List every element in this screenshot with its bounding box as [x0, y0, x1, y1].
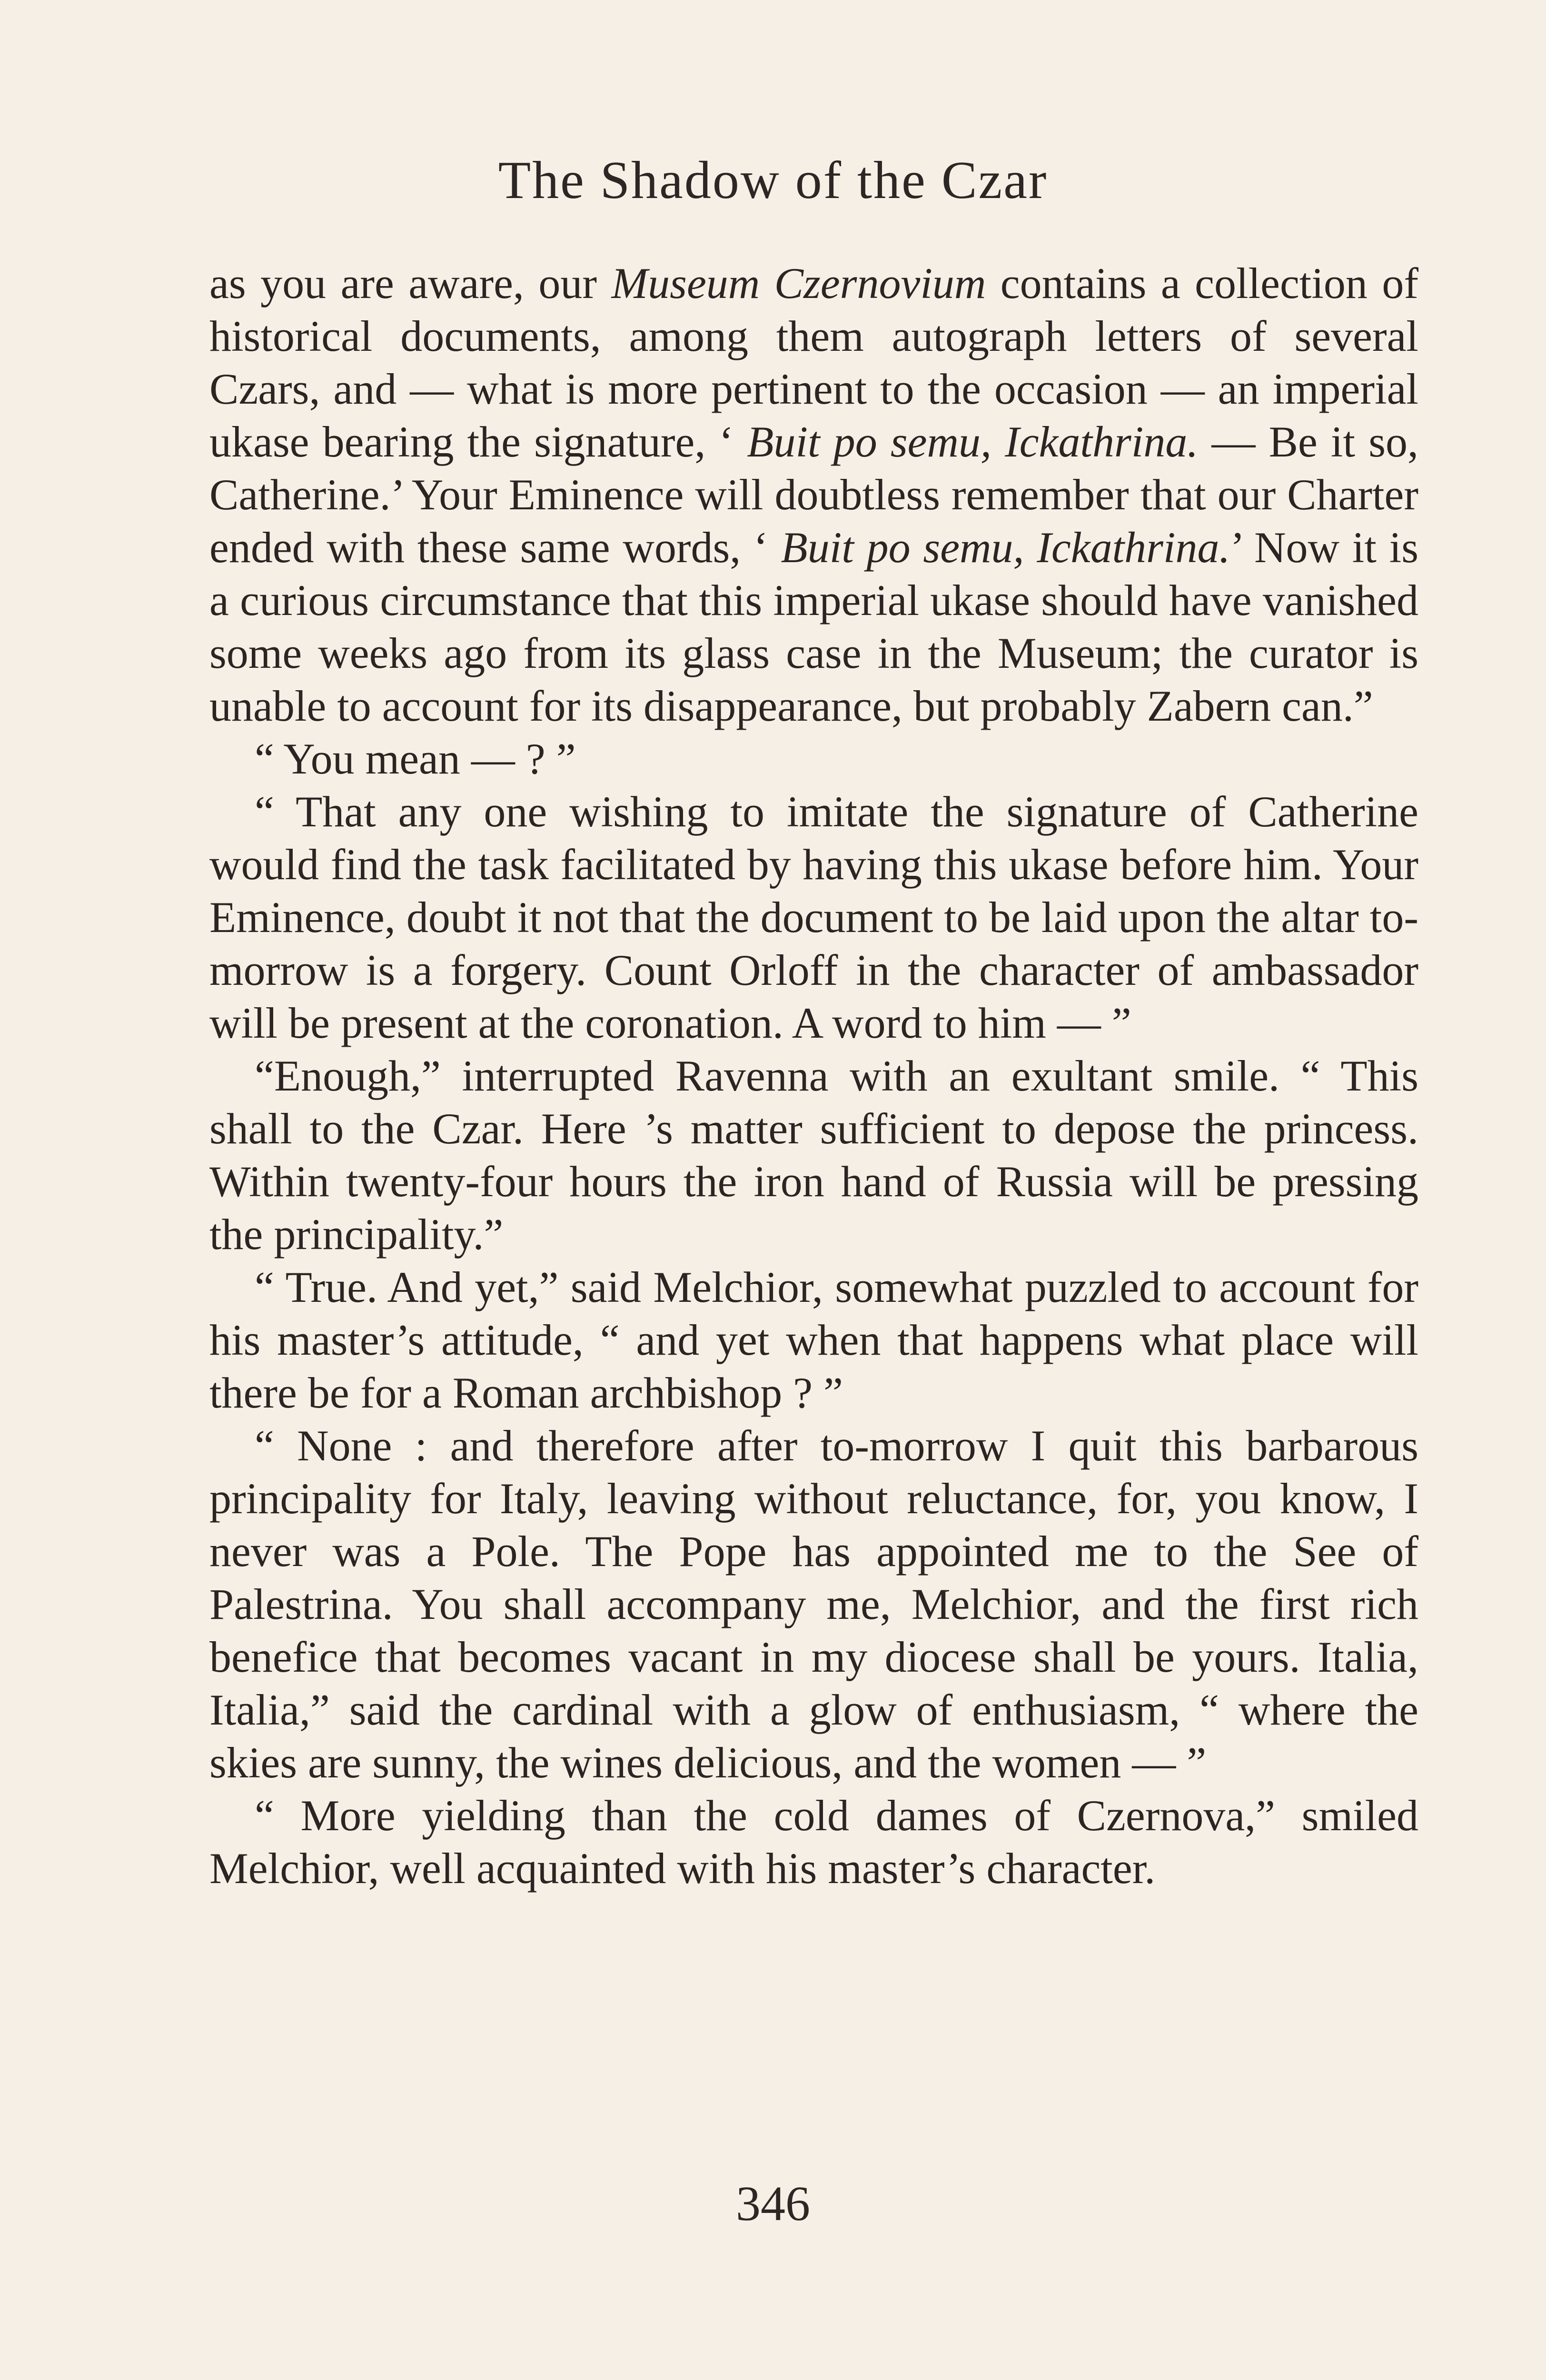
text-run: “ None : and therefore after to-morrow I quit this barbarous principality for Italy, leaving without reluctance, for, you know, I never was a Pole. The Pope has appointed me to the See of Palestrina. You shall accompany me, Melchior, and the first rich benefice that becomes vacant in my diocese shall be yours. Italia, Italia,” said the cardinal with a glow of enthusiasm, “ where the skies are sunny, the wines delicious, and the women — ” [209, 1421, 1418, 1787]
paragraph [209, 785, 1418, 1050]
paragraph [209, 1419, 1418, 1789]
page-number: 346 [736, 2176, 810, 2231]
paragraph [209, 1050, 1418, 1261]
italic-text: Buit po semu, Ickathrina. [781, 523, 1230, 572]
paragraph [209, 1789, 1418, 1895]
paragraph [209, 257, 1418, 733]
paragraph [209, 1261, 1418, 1419]
text-run: as you are aware, our [209, 259, 612, 307]
text-run: contains a collection of historical documents, among them autograph letters of several Czars, and — what is more pertinent to the occasion — an imperial ukase bearing the signature, ‘ [209, 259, 1419, 466]
text-run: “Enough,” interrupted Ravenna with an exultant smile. “ This shall to the Czar. Here ’s matter sufficient to depose the princess. Within twenty-four hours the iron hand of Russia will be pressing the principality.” [209, 1051, 1418, 1259]
body-text [209, 257, 1418, 1895]
text-run: “ That any one wishing to imitate the signature of Catherine would find the task facilitated by having this ukase before him. Your Eminence, doubt it not that the document to be laid upon the altar to-morrow is a forgery. Count Orloff in the character of ambassador will be present at the coronation. A word to him — ” [209, 787, 1418, 1047]
text-run: — Be it so, Catherine.’ Your Eminence will doubtless remember that our Charter ended with these same words, ‘ [209, 417, 1418, 572]
text-run: “ True. And yet,” said Melchior, somewhat puzzled to account for his master’s attitude, “ and yet when that happens what place will there be for a Roman archbishop ? ” [209, 1263, 1418, 1417]
paragraph [209, 733, 1418, 785]
running-title: The Shadow of the Czar [498, 151, 1048, 210]
text-run: ’ Now it is a curious circumstance that this imperial ukase should have vanished some weeks ago from its glass case in the Museum; the curator is unable to account for its disappearance, but probably Zabern can.” [209, 523, 1419, 730]
italic-text: Museum Czernovium [611, 259, 986, 307]
text-run: “ You mean — ? ” [255, 734, 576, 783]
italic-text: Buit po semu, Ickathrina. [747, 417, 1199, 466]
text-run: “ More yielding than the cold dames of Czernova,” smiled Melchior, well acquainted with his master’s character. [209, 1791, 1418, 1893]
